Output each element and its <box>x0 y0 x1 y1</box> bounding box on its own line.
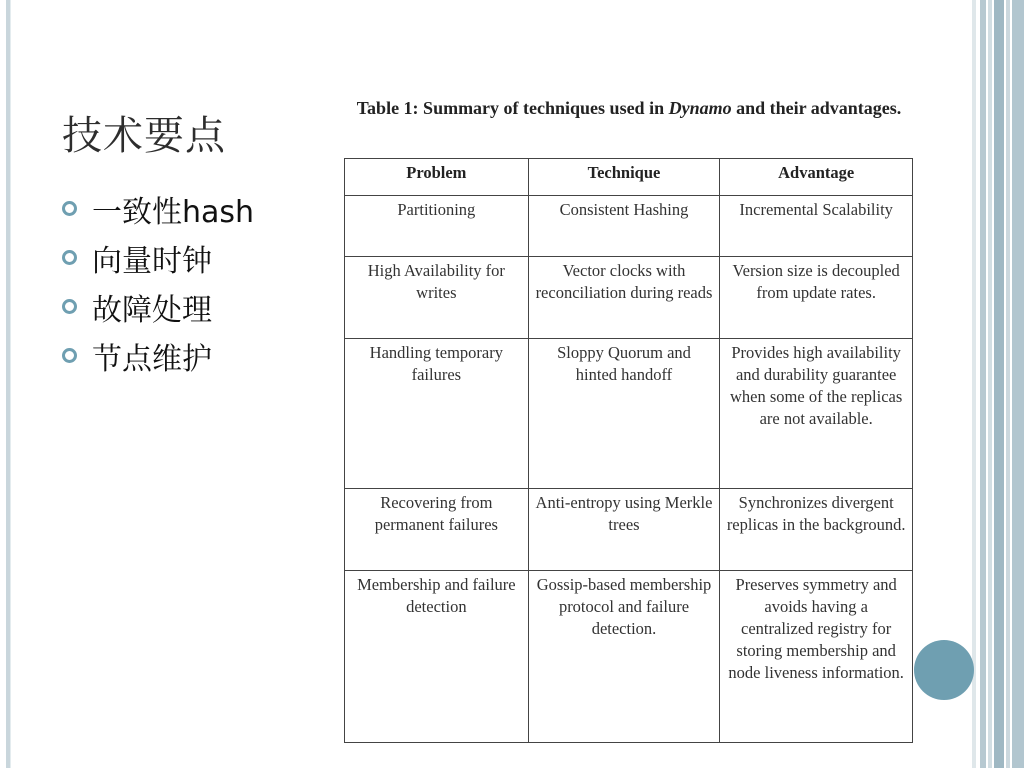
cell-technique: Sloppy Quorum and hinted handoff <box>528 339 720 489</box>
cell-advantage: Synchronizes divergent replicas in the background. <box>720 489 913 571</box>
cell-advantage: Preserves symmetry and avoids having a centralized registry for storing membership and node liveness information. <box>720 571 913 743</box>
header-problem: Problem <box>345 159 529 196</box>
cell-technique: Gossip-based membership protocol and failure detection. <box>528 571 720 743</box>
bullet-ring-icon <box>62 201 77 216</box>
cell-problem: Partitioning <box>345 196 529 257</box>
bullet-ring-icon <box>62 250 77 265</box>
bullet-item <box>62 233 254 282</box>
decor-stripe <box>988 0 992 768</box>
bullet-text: 向量时钟 <box>92 243 212 279</box>
bullet-item <box>62 331 254 380</box>
caption-text-end: and their advantages. <box>731 98 902 118</box>
table-caption <box>344 96 914 120</box>
bullet-text: 节点维护 <box>92 341 212 377</box>
bullet-item <box>62 184 254 233</box>
caption-emphasis: Dynamo <box>668 98 732 118</box>
bullet-text: 故障处理 <box>92 292 212 328</box>
bullet-text: 一致性hash <box>92 194 255 230</box>
header-technique: Technique <box>528 159 720 196</box>
cell-problem: Membership and failure detection <box>345 571 529 743</box>
bullet-ring-icon <box>62 299 77 314</box>
cell-advantage: Version size is decoupled from update rates. <box>720 257 913 339</box>
decor-stripe <box>972 0 976 768</box>
decor-stripe <box>1006 0 1010 768</box>
caption-text: Table 1: Summary of techniques used in <box>356 98 669 118</box>
decor-circle <box>914 640 974 700</box>
cell-technique: Consistent Hashing <box>528 196 720 257</box>
cell-problem: Handling temporary failures <box>345 339 529 489</box>
bullet-list <box>62 184 254 380</box>
cell-problem: Recovering from permanent failures <box>345 489 529 571</box>
cell-problem: High Availability for writes <box>345 257 529 339</box>
header-advantage: Advantage <box>720 159 913 196</box>
table-row <box>345 571 913 743</box>
table-row <box>345 339 913 489</box>
techniques-table <box>344 158 913 743</box>
cell-technique: Vector clocks with reconciliation during reads <box>528 257 720 339</box>
cell-advantage: Provides high availability and durability guarantee when some of the replicas are not available. <box>720 339 913 489</box>
decor-stripe <box>1012 0 1024 768</box>
cell-technique: Anti-entropy using Merkle trees <box>528 489 720 571</box>
table-row <box>345 196 913 257</box>
bullet-item <box>62 282 254 331</box>
slide-title: 技术要点 <box>62 113 226 159</box>
decor-stripe <box>994 0 1004 768</box>
bullet-ring-icon <box>62 348 77 363</box>
cell-advantage: Incremental Scalability <box>720 196 913 257</box>
left-edge-rule-inner <box>10 0 11 768</box>
table-row <box>345 257 913 339</box>
table-header-row <box>345 159 913 196</box>
table-row <box>345 489 913 571</box>
decor-stripe <box>980 0 986 768</box>
